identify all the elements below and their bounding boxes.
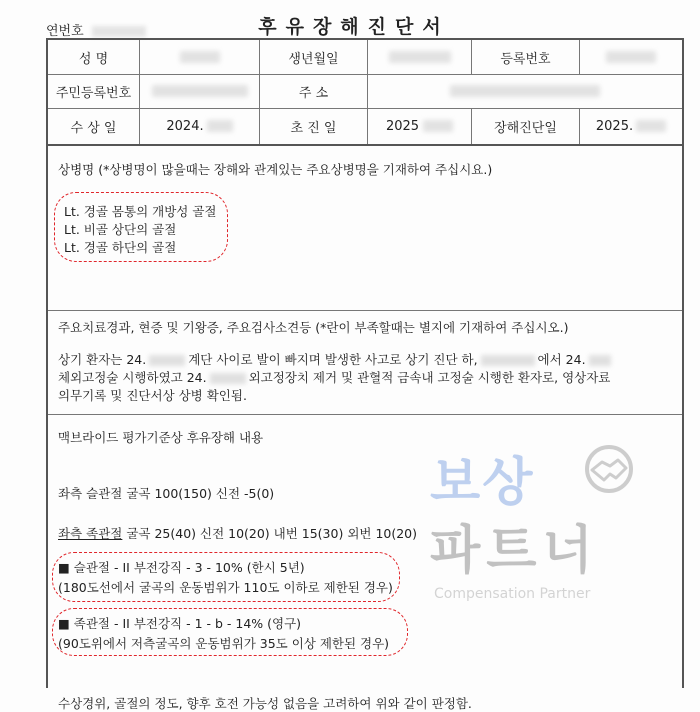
treatment-heading: 주요치료경과, 현증 및 기왕증, 주요검사소견등 (*란이 부족할때는 별지에 기재하여 주십시오.)	[58, 320, 569, 335]
document-title: 후유장해진단서	[0, 12, 700, 39]
rrn-value	[140, 74, 260, 108]
ankle-measurement: 좌측 족관절 굴곡 25(40) 신전 10(20) 내번 15(30) 외번 10(20)	[58, 526, 418, 541]
knee-grade: ■ 슬관절 - II 부전강직 - 3 - 10% (한시 5년)	[58, 560, 305, 575]
injury-date-label: 수 상 일	[48, 108, 140, 144]
ankle-grade: ■ 족관절 - II 부전강직 - 1 - b - 14% (영구)	[58, 616, 302, 631]
birth-value	[368, 40, 472, 74]
assessment-heading: 맥브라이드 평가기준상 후유장해 내용	[58, 430, 264, 445]
address-value	[368, 74, 682, 108]
name-label: 성 명	[48, 40, 140, 74]
knee-measurement: 좌측 슬관절 굴곡 100(150) 신전 -5(0)	[58, 486, 275, 501]
watermark-subtitle: Compensation Partner	[434, 586, 591, 602]
diag-date-label: 장해진단일	[472, 108, 580, 144]
birth-label: 생년월일	[260, 40, 368, 74]
diagnosis-heading: 상병명 (*상병명이 많을때는 장해와 관계있는 주요상병명을 기재하여 주십시요.)	[58, 162, 493, 177]
diag-date-value: 2025.	[580, 108, 682, 144]
treatment-line-2: 체외고정술 시행하였고 24. 외고정장치 제거 및 관혈적 금속내 고정술 시행한 환자로, 영상자료	[58, 370, 611, 385]
watermark-line-1: 보상	[430, 453, 535, 513]
name-value	[140, 40, 260, 74]
conclusion-text: 수상경위, 골절의 정도, 향후 호전 가능성 없음을 고려하여 위와 같이 판정함.	[58, 696, 472, 711]
reg-number-value	[580, 40, 682, 74]
first-exam-label: 초 진 일	[260, 108, 368, 144]
knee-grade-note: (180도선에서 굴곡의 운동범위가 110도 이하로 제한된 경우)	[58, 580, 393, 595]
assessment-section	[48, 414, 682, 711]
info-row-2	[48, 74, 682, 109]
reg-number-label: 등록번호	[472, 40, 580, 74]
treatment-line-3: 의무기록 및 진단서상 상병 확인됨.	[58, 388, 247, 403]
diagnosis-item: Lt. 비골 상단의 골절	[64, 222, 177, 237]
injury-date-value: 2024.	[140, 108, 260, 144]
rrn-label: 주민등록번호	[48, 74, 140, 108]
treatment-section	[48, 310, 682, 415]
diagnosis-item: Lt. 경골 하단의 골절	[64, 240, 177, 255]
diagnosis-item: Lt. 경골 몸통의 개방성 골절	[64, 204, 217, 219]
certificate-frame	[46, 38, 684, 711]
watermark-line-2: 파트너	[430, 521, 599, 581]
serial-number-label: 연번호	[46, 20, 146, 39]
info-row-1	[48, 40, 682, 75]
diagnosis-section	[48, 146, 682, 311]
treatment-line-1: 상기 환자는 24. 계단 사이로 발이 빠지며 발생한 사고로 상기 진단 하, 에서 24.	[58, 350, 614, 368]
address-label: 주 소	[260, 74, 368, 108]
first-exam-value: 2025	[368, 108, 472, 144]
info-row-3	[48, 108, 682, 146]
ankle-grade-note: (90도위에서 저측굴곡의 운동범위가 35도 이상 제한된 경우)	[58, 636, 390, 651]
